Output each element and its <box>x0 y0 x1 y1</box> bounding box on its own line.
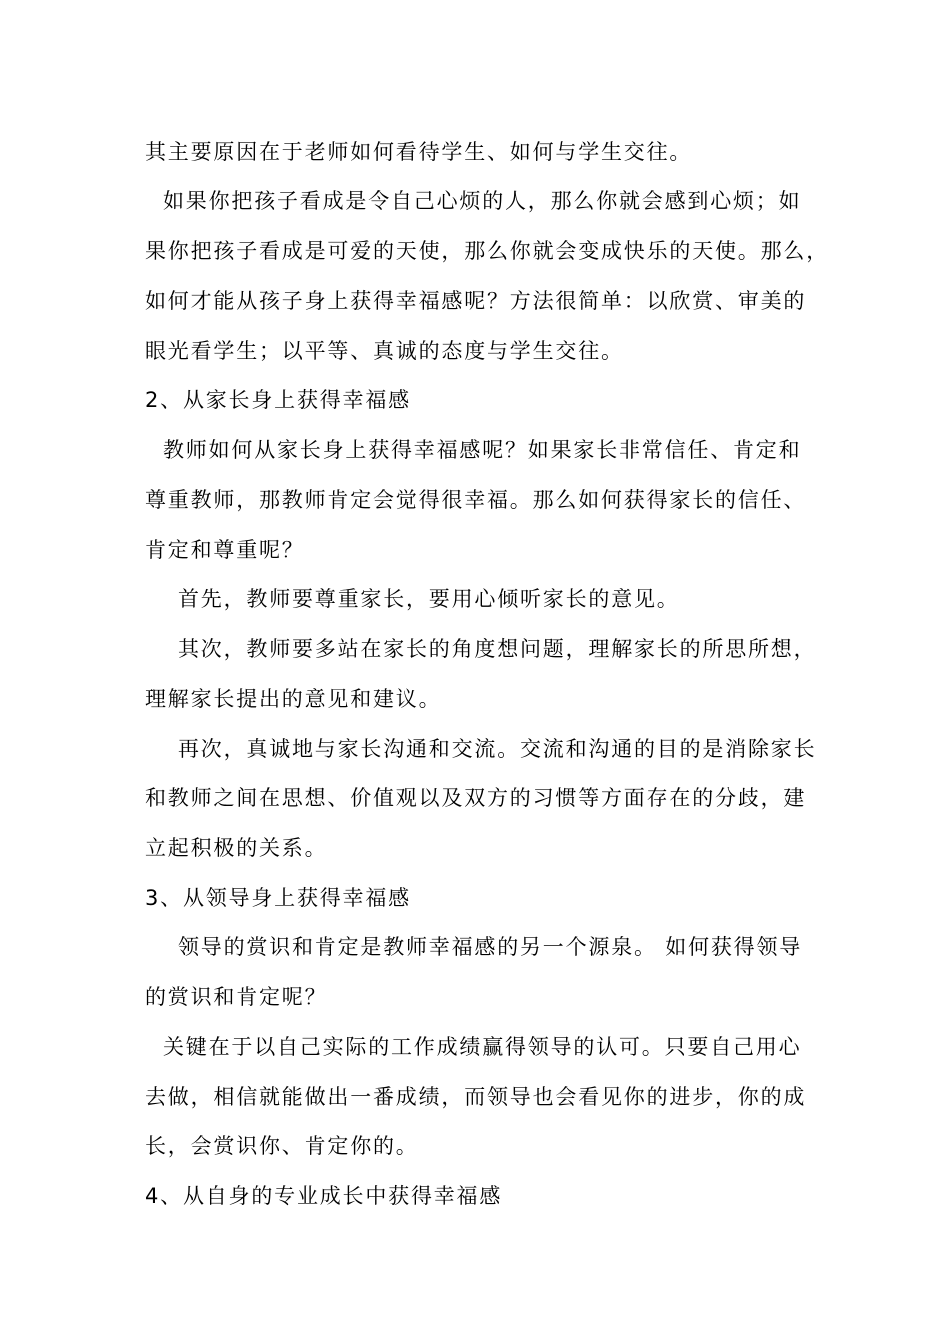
section-heading: 4、从自身的专业成长中获得幸福感 <box>145 1184 503 1208</box>
text-line: 其次，教师要多站在家长的角度想问题，理解家长的所思所想， <box>178 637 817 661</box>
text-line: 如何才能从孩子身上获得幸福感呢？方法很简单：以欣赏、审美的 <box>145 289 807 313</box>
text-line: 其主要原因在于老师如何看待学生、如何与学生交往。 <box>145 140 693 164</box>
text-line: 果你把孩子看成是可爱的天使，那么你就会变成快乐的天使。那么， <box>145 239 829 263</box>
text-line: 理解家长提出的意见和建议。 <box>145 687 442 711</box>
text-line: 肯定和尊重呢？ <box>145 538 305 562</box>
text-line: 再次，真诚地与家长沟通和交流。交流和沟通的目的是消除家长 <box>178 737 817 761</box>
text-line: 和教师之间在思想、价值观以及双方的习惯等方面存在的分歧，建 <box>145 786 807 810</box>
text-line: 关键在于以自己实际的工作成绩赢得领导的认可。只要自己用心 <box>163 1035 802 1059</box>
section-heading: 2、从家长身上获得幸福感 <box>145 388 411 412</box>
text-line: 长，会赏识你、肯定你的。 <box>145 1134 419 1158</box>
text-line: 的赏识和肯定呢？ <box>145 985 328 1009</box>
text-line: 领导的赏识和肯定是教师幸福感的另一个源泉。 如何获得领导 <box>178 935 803 959</box>
section-heading: 3、从领导身上获得幸福感 <box>145 886 411 910</box>
text-line: 尊重教师，那教师肯定会觉得很幸福。那么如何获得家长的信任、 <box>145 488 807 512</box>
text-line: 去做，相信就能做出一番成绩，而领导也会看见你的进步，你的成 <box>145 1085 807 1109</box>
text-line: 立起积极的关系。 <box>145 836 328 860</box>
text-line: 如果你把孩子看成是令自己心烦的人，那么你就会感到心烦；如 <box>163 189 802 213</box>
text-line: 眼光看学生；以平等、真诚的态度与学生交往。 <box>145 339 624 363</box>
text-line: 教师如何从家长身上获得幸福感呢？如果家长非常信任、肯定和 <box>163 438 802 462</box>
text-line: 首先，教师要尊重家长，要用心倾听家长的意见。 <box>178 587 680 611</box>
